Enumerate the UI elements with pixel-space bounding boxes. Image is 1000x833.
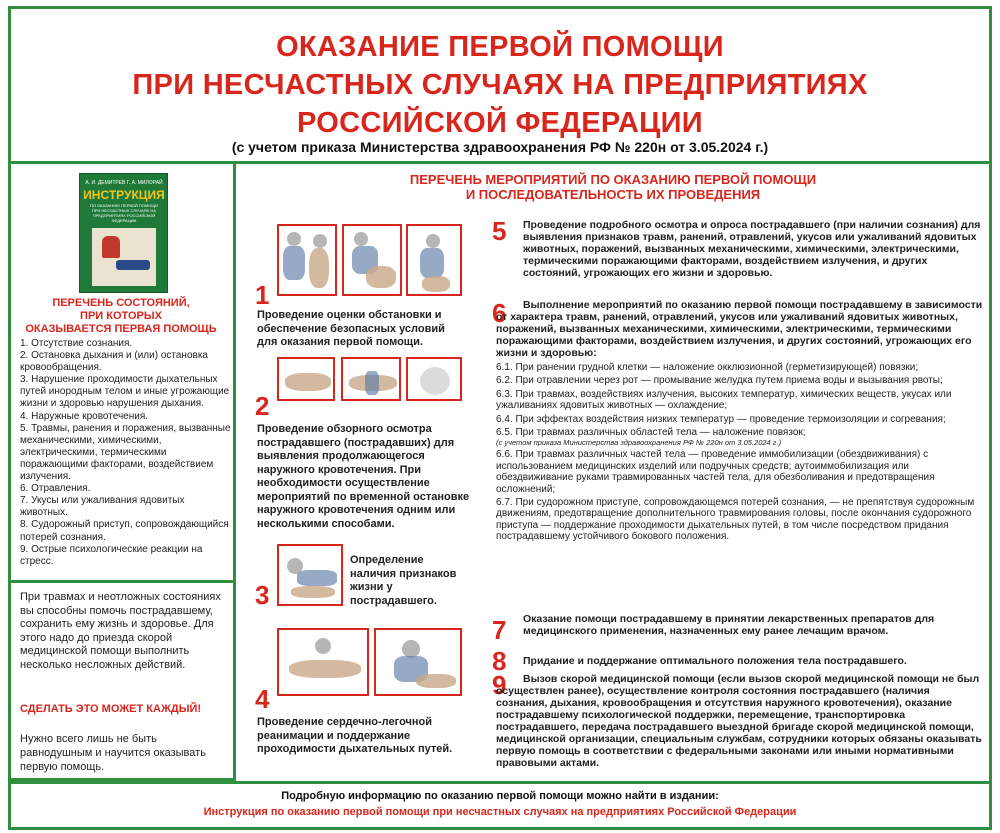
step-4-text: Проведение сердечно-легочной реанимации и поддержание проходимости дыхательных путей.	[257, 716, 453, 755]
step-number: 1	[255, 280, 270, 310]
step1-illustration-a	[277, 224, 337, 296]
conditions-title	[14, 297, 228, 336]
step2-illustration-a	[277, 357, 335, 401]
poster-subtitle: (с учетом приказа Министерства здравоохранения РФ № 220н от 3.05.2024 г.)	[231, 139, 769, 155]
title-line: ОКАЗАНИЕ ПЕРВОЙ ПОМОЩИ	[276, 31, 724, 63]
callout-text: СДЕЛАТЬ ЭТО МОЖЕТ КАЖДЫЙ!	[20, 703, 202, 715]
list-item: 2. Остановка дыхания и (или) остановка кровообращения.	[20, 350, 208, 374]
step-number: 4	[255, 684, 270, 714]
list-item: 3. Нарушение проходимости дыхательных путей инородным телом и иные угрожающие жизни и здоровью нарушения дыхания.	[20, 374, 230, 410]
step-6-sub: 6.7. При судорожном приступе, сопровождающемся потерей сознания, — не препятствуя судорожным движениям, предотвращение дополнительного травмирования головы, после окончания судорожного приступа — поддержание проходимости дыхательных путей, в том числе посредством придания пострадавшему устойчивого бокового положения.	[496, 497, 975, 543]
step-6-block	[496, 299, 986, 543]
conditions-list	[20, 338, 232, 568]
step2-illustration-c	[406, 357, 462, 401]
poster-title	[0, 28, 1000, 142]
step-1-text: Проведение оценки обстановки и обеспечение безопасных условий для оказания первой помощи.	[257, 309, 445, 348]
conditions-title-line: ПРИ КОТОРЫХ	[80, 310, 162, 322]
list-item: 4. Наружные кровотечения.	[20, 410, 149, 422]
list-item: 8. Судорожный приступ, сопровождающийся потерей сознания.	[20, 519, 229, 543]
step-number: 3	[255, 580, 270, 610]
step-number: 8	[492, 646, 507, 676]
step-6-sub: 6.2. При отравлении через рот — промывание желудка путем приема воды и вызывания рвоты;	[496, 375, 943, 387]
step1-illustration-b	[342, 224, 402, 296]
list-item: 6. Отравления.	[20, 483, 91, 495]
step-6-text: Выполнение мероприятий по оказанию первой помощи пострадавшему в зависимости от характера травм, ранений, отравлений, укусов или ужаливаний ядовитых животных, поражений, вызванных механическими, химическими, электрическими, термическими поражающими факторами, воздействием излучения, и других состояний, угрожающих его жизни и здоровью:	[496, 299, 983, 359]
conditions-title-line: ПЕРЕЧЕНЬ СОСТОЯНИЙ,	[52, 297, 190, 309]
book-cover-image	[79, 173, 168, 293]
step-number: 2	[255, 391, 270, 421]
measures-heading	[240, 172, 986, 202]
conditions-title-line: ОКАЗЫВАЕТСЯ ПЕРВАЯ ПОМОЩЬ	[25, 323, 217, 335]
step-9-text: Вызов скорой медицинской помощи (если вызов скорой медицинской помощи не был осуществлен ранее), осуществление контроля состояния пострадавшего (наличия сознания, дыхания, кровообращения и отсутствия наружного кровотечения), оказание пострадавшему психологической поддержки, перемещение, транспортировка пострадавшего, передача пострадавшего выездной бригаде скорой медицинской помощи, медицинской организации, специальным службам, сотрудники которых обязаны оказывать первую помощь в соответствии с федеральными законами или иными нормативными правовыми актами.	[496, 673, 982, 769]
step-8-text: Придание и поддержание оптимального положения тела пострадавшего.	[523, 655, 907, 667]
step2-illustration-b	[341, 357, 401, 401]
step-2-text: Проведение обзорного осмотра пострадавшего (пострадавших) для выявления продолжающегося наружного кровотечения. При необходимости осуществление мероприятий по временной остановке наружного кровотечения одним или несколькими способами.	[257, 423, 470, 530]
list-item: 7. Укусы или ужаливания ядовитых животных.	[20, 495, 185, 519]
step-number: 7	[492, 615, 507, 645]
list-item: 1. Отсутствие сознания.	[20, 338, 133, 349]
title-line: РОССИЙСКОЙ ФЕДЕРАЦИИ	[297, 107, 703, 139]
step-6-sub: 6.4. При эффектах воздействия низких температур — проведение термоизоляции и согревания;	[496, 413, 946, 425]
book-illustration	[92, 228, 156, 286]
step-number: 9	[492, 670, 507, 700]
step-6-sub: 6.1. При ранении грудной клетки — наложение окклюзионной (герметизирующей) повязки;	[496, 362, 919, 373]
book-subtitle: ПО ОКАЗАНИЮ ПЕРВОЙ ПОМОЩИ ПРИ НЕСЧАСТНЫХ СЛУЧАЯХ НА ПРЕДПРИЯТИЯХ РОССИЙСКОЙ ФЕДЕРАЦИИ	[89, 203, 159, 223]
list-item: 9. Острые психологические реакции на стресс.	[20, 543, 203, 567]
step-number: 6	[492, 298, 507, 328]
title-line: ПРИ НЕСЧАСТНЫХ СЛУЧАЯХ НА ПРЕДПРИЯТИЯХ	[132, 69, 868, 101]
step-5-text: Проведение подробного осмотра и опроса пострадавшего (при наличии сознания) для выявления признаков травм, ранений, отравлений, укусов или ужаливаний ядовитых животных, поражений, вызванных механическими, химическими, электрическими, термическими поражающими факторами, воздействием излучения, и других состояний, угрожающих его жизни и здоровью.	[523, 219, 981, 279]
footer-reference: Инструкция по оказанию первой помощи при несчастных случаях на предприятиях Российской Федерации	[203, 806, 797, 818]
info-paragraph-2: Нужно всего лишь не быть равнодушным и научится оказывать первую помощь.	[20, 733, 206, 773]
step4-illustration-b	[374, 628, 462, 696]
heading-line: ПЕРЕЧЕНЬ МЕРОПРИЯТИЙ ПО ОКАЗАНИЮ ПЕРВОЙ ПОМОЩИ	[409, 172, 817, 187]
step-3-text: Определение наличия признаков жизни у пострадавшего.	[350, 554, 457, 607]
book-authors: А. И. ДЕМИТРЕВ Г. А. МИЛОРАЙ	[85, 180, 163, 186]
step-number: 5	[492, 216, 507, 246]
book-heading: ИНСТРУКЦИЯ	[83, 188, 165, 202]
step-6-note: (с учетом приказа Министерства здравоохранения РФ № 220н от 3.05.2024 г.)	[496, 438, 782, 448]
step-6-sub: 6.3. При травмах, воздействиях излучения, высоких температур, химических веществ, укусах или ужаливаниях ядовитых животных — охлаждение;	[496, 388, 952, 412]
footer-note: Подробную информацию по оказанию первой помощи можно найти в издании:	[281, 790, 719, 802]
heading-line: И ПОСЛЕДОВАТЕЛЬНОСТЬ ИХ ПРОВЕДЕНИЯ	[465, 187, 761, 202]
left-divider	[8, 580, 236, 583]
step-6-sub: 6.6. При травмах различных частей тела — проведение иммобилизации (обездвиживания) с использованием медицинских изделий или подручных средств; аутоиммобилизация или обездвиживание руками травмированных частей тела, для обезболивания и предотвращения осложнений;	[496, 449, 935, 495]
step-6-sub: 6.5. При травмах различных областей тела — наложение повязок;	[496, 427, 806, 439]
step1-illustration-c	[406, 224, 462, 296]
step-7-text: Оказание помощи пострадавшему в принятии лекарственных препаратов для медицинского применения, назначенных ему ранее лечащим врачом.	[523, 613, 935, 637]
step4-illustration-a	[277, 628, 369, 696]
step3-illustration	[277, 544, 343, 606]
info-paragraph: При травмах и неотложных состояниях вы способны помочь пострадавшему, сохранить ему жизнь и здоровье. Для этого надо до приезда скорой медицинской помощи выполнить несколько несложных действий.	[20, 591, 221, 671]
list-item: 5. Травмы, ранения и поражения, вызванные механическими, химическими, электрическими, термическими поражающими факторами, воздействием излучения.	[20, 422, 231, 483]
